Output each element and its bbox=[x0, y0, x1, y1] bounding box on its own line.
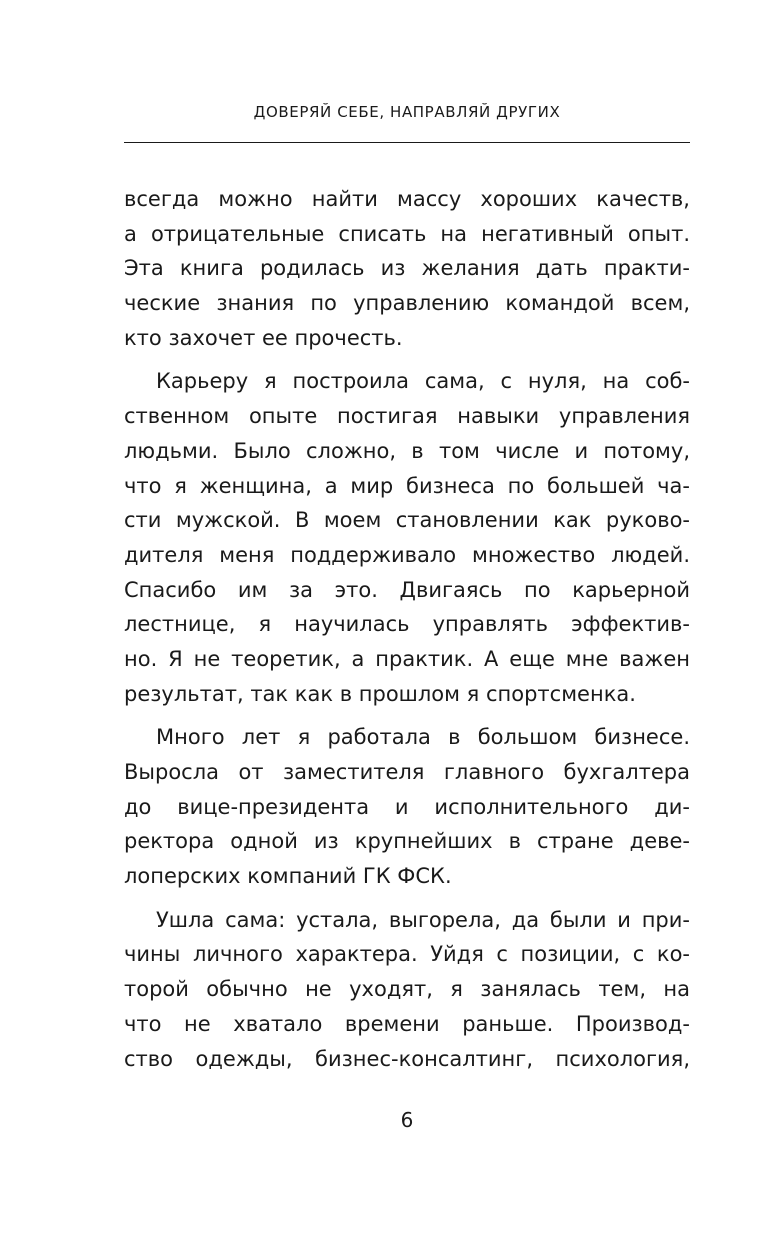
text-line: а отрицательные списать на негативный опыт. bbox=[124, 221, 690, 246]
text-line: но. Я не теоретик, а практик. А еще мне важен bbox=[124, 646, 690, 671]
paragraph-gap bbox=[124, 355, 690, 364]
running-head: ДОВЕРЯЙ СЕБЕ, НАПРАВЛЯЙ ДРУГИХ bbox=[253, 103, 561, 121]
text-line: ственном опыте постигая навыки управления bbox=[124, 404, 690, 429]
text-line: людьми. Было сложно, в том числе и потому, bbox=[124, 438, 690, 463]
text-line: всегда можно найти массу хороших качеств, bbox=[124, 187, 690, 211]
text-line: лестнице, я научилась управлять эффектив- bbox=[124, 612, 690, 637]
text-line: торой обычно не уходят, я занялась тем, на bbox=[124, 977, 690, 1002]
paragraph-gap bbox=[124, 894, 690, 903]
text-line: результат, так как в прошлом я спортсменка. bbox=[124, 681, 636, 706]
text-line: чины личного характера. Уйдя с позиции, с ко- bbox=[124, 942, 690, 967]
text-line: ство одежды, бизнес-консалтинг, психология, bbox=[124, 1046, 690, 1071]
text-line: Эта книга родилась из желания дать практи- bbox=[124, 256, 690, 281]
text-line: что не хватало времени раньше. Производ- bbox=[124, 1011, 690, 1036]
text-line: Выросла от заместителя главного бухгалтера bbox=[124, 760, 690, 784]
text-line: до вице-президента и исполнительного ди- bbox=[124, 794, 690, 819]
text-line: лоперских компаний ГК ФСК. bbox=[124, 864, 452, 889]
text-line: Ушла сама: устала, выгорела, да были и при- bbox=[156, 907, 690, 932]
text-line: кто захочет ее прочесть. bbox=[124, 325, 403, 350]
text-line: Много лет я работала в большом бизнесе. bbox=[156, 725, 690, 750]
text-line: ческие знания по управлению командой всем, bbox=[124, 291, 690, 316]
text-line: сти мужской. В моем становлении как руково- bbox=[124, 508, 690, 533]
text-line: ректора одной из крупнейших в стране деве- bbox=[124, 829, 690, 854]
text-line: что я женщина, а мир бизнеса по большей ча- bbox=[124, 473, 690, 498]
text-line: дителя меня поддерживало множество людей. bbox=[124, 542, 690, 567]
body-text bbox=[124, 182, 690, 1076]
page-number: 6 bbox=[400, 1108, 414, 1132]
text-line: Карьеру я построила сама, с нуля, на соб- bbox=[156, 369, 690, 394]
paragraph-gap bbox=[124, 711, 690, 720]
header-rule bbox=[124, 142, 690, 143]
text-line: Спасибо им за это. Двигаясь по карьерной bbox=[124, 577, 690, 602]
